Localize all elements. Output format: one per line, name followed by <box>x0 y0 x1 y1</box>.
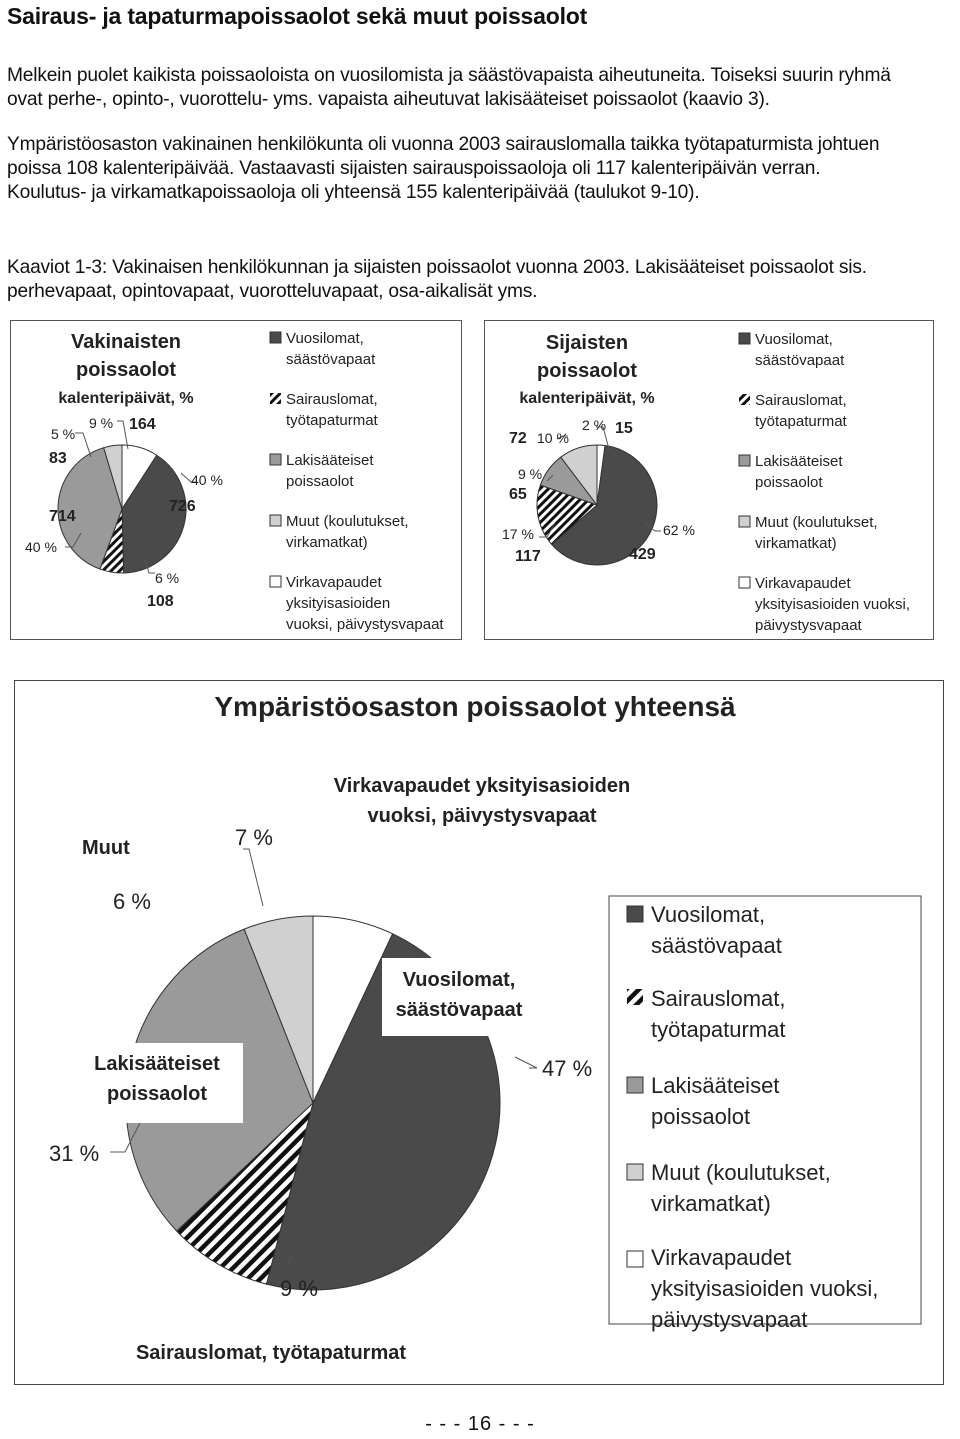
legend-label: poissaolot <box>651 1104 751 1129</box>
percent-label-sairauslomat: 6 % <box>155 570 180 586</box>
value-label-vuosilomat: 429 <box>629 546 656 563</box>
legend-label: Muut (koulutukset, <box>755 514 878 531</box>
legend-label: Virkavapaudet <box>286 574 382 591</box>
legend-label: työtapaturmat <box>286 412 378 429</box>
legend-swatch-sairauslomat <box>627 989 643 1005</box>
legend-swatch-sairauslomat <box>739 394 750 405</box>
slice-label-vuosilomat: säästövapaat <box>395 999 523 1021</box>
percent-label-muut: 10 % <box>537 430 569 446</box>
legend-label: Lakisääteiset <box>286 452 374 469</box>
legend-label: Muut (koulutukset, <box>651 1160 831 1185</box>
slice-label-lakisaateiset: poissaolot <box>106 1083 208 1105</box>
legend-label: Lakisääteiset <box>755 453 843 470</box>
legend-swatch-vuosilomat <box>627 906 643 922</box>
slice-label-virkavapaudet: Virkavapaudet yksityisasioiden <box>333 775 631 797</box>
pie-slices <box>58 445 186 573</box>
value-label-virkavapaudet: 164 <box>129 416 156 433</box>
legend-swatch-vuosilomat <box>739 333 750 344</box>
legend-label: säästövapaat <box>651 933 782 958</box>
chart-title-line: poissaolot <box>536 360 638 382</box>
legend-label: työtapaturmat <box>651 1017 786 1042</box>
chart-subtitle: kalenteripäivät, % <box>519 390 655 407</box>
legend <box>609 896 921 1332</box>
legend-label: päivystysvapaat <box>651 1307 808 1332</box>
slice-label-virkavapaudet: vuoksi, päivystysvapaat <box>367 805 597 827</box>
legend-label: yksityisasioiden vuoksi, <box>755 596 911 613</box>
legend-swatch-muut <box>270 515 281 526</box>
chart-caption <box>7 256 955 304</box>
legend-label: Virkavapaudet <box>651 1245 792 1270</box>
legend-swatch-sairauslomat <box>270 393 281 404</box>
chart-title-line: poissaolot <box>75 359 177 381</box>
legend <box>739 331 910 634</box>
slice-label-vuosilomat: Vuosilomat, <box>402 969 516 991</box>
legend-swatch-virkavapaudet <box>739 577 750 588</box>
legend-swatch-virkavapaudet <box>627 1251 643 1267</box>
value-label-muut: 83 <box>49 450 67 467</box>
percent-label-virkavapaudet: 9 % <box>89 415 114 431</box>
chart-title-line: Vakinaisten <box>70 331 182 353</box>
value-label-sairauslomat: 117 <box>515 548 541 565</box>
percent-label-vuosilomat: 40 % <box>191 472 223 488</box>
sick-leave-paragraph <box>7 133 955 205</box>
legend-swatch-lakisaateiset <box>739 455 750 466</box>
legend-label: päivystysvapaat <box>755 617 862 634</box>
value-label-lakisaateiset: 65 <box>509 486 527 503</box>
chart-substitutes <box>484 320 934 640</box>
legend-label: Vuosilomat, <box>755 331 833 348</box>
value-label-lakisaateiset: 714 <box>49 508 76 525</box>
chart-title: Ympäristöosaston poissaolot yhteensä <box>214 691 736 722</box>
chart-subtitle: kalenteripäivät, % <box>58 390 194 407</box>
text-line: perhevapaat, opintovapaat, vuorotteluvapaat, osa-aikalisät yms. <box>7 281 538 302</box>
page-number: - - - 16 - - - <box>425 1413 535 1435</box>
legend <box>270 330 444 633</box>
legend-swatch-muut <box>627 1164 643 1180</box>
percent-label-lakisaateiset: 31 % <box>49 1141 100 1166</box>
legend-label: säästövapaat <box>286 351 376 368</box>
legend-label: säästövapaat <box>755 352 845 369</box>
text-line: Melkein puolet kaikista poissaoloista on vuosilomista ja säästövapaista aiheutuneita. Toiseksi suurin ryhmä <box>7 65 891 86</box>
text-line: Kaaviot 1-3: Vakinaisen henkilökunnan ja sijaisten poissaolot vuonna 2003. Lakisääteiset poissaolot sis. <box>7 257 867 278</box>
percent-label-sairauslomat: 9 % <box>280 1276 318 1301</box>
legend-swatch-vuosilomat <box>270 332 281 343</box>
legend-label: Sairauslomat, <box>651 986 786 1011</box>
legend-label: poissaolot <box>286 473 354 490</box>
text-line: ovat perhe-, opinto-, vuorottelu- yms. vapaista aiheutuvat lakisääteiset poissaolot (kaavio 3). <box>7 89 770 110</box>
text-line: Ympäristöosaston vakinainen henkilökunta oli vuonna 2003 sairauslomalla taikka työtapaturmista johtuen <box>7 134 880 155</box>
legend-label: virkamatkat) <box>651 1191 771 1216</box>
percent-label-lakisaateiset: 40 % <box>25 539 57 555</box>
legend-label: Sairauslomat, <box>286 391 378 408</box>
percent-label-virkavapaudet: 2 % <box>582 417 607 433</box>
percent-label-lakisaateiset: 9 % <box>518 466 543 482</box>
value-label-virkavapaudet: 15 <box>615 420 633 437</box>
legend-label: Lakisääteiset <box>651 1073 780 1098</box>
value-label-vuosilomat: 726 <box>169 498 196 515</box>
legend-swatch-muut <box>739 516 750 527</box>
text-line: poissa 108 kalenteripäivää. Vastaavasti sijaisten sairauspoissaoloja oli 117 kalenteripäivän verran. <box>7 158 821 179</box>
legend-label: työtapaturmat <box>755 413 847 430</box>
legend-label: yksityisasioiden <box>286 595 391 612</box>
legend-label: Virkavapaudet <box>755 575 851 592</box>
percent-label-vuosilomat: 62 % <box>663 522 695 538</box>
legend-label: virkamatkat) <box>755 535 837 552</box>
legend-label: Vuosilomat, <box>286 330 364 347</box>
legend-swatch-lakisaateiset <box>270 454 281 465</box>
legend-swatch-virkavapaudet <box>270 576 281 587</box>
legend-label: Vuosilomat, <box>651 902 766 927</box>
percent-label-muut: 5 % <box>51 426 76 442</box>
slice-label-muut: Muut <box>82 837 130 859</box>
legend-label: virkamatkat) <box>286 534 368 551</box>
slice-label-lakisaateiset: Lakisääteiset <box>94 1053 220 1075</box>
legend-label: yksityisasioiden vuoksi, <box>651 1276 879 1301</box>
percent-label-muut: 6 % <box>113 889 151 914</box>
percent-label-virkavapaudet: 7 % <box>235 825 273 850</box>
percent-label-sairauslomat: 17 % <box>502 526 534 542</box>
chart-title-line: Sijaisten <box>545 332 629 354</box>
chart-total <box>14 680 944 1385</box>
value-label-muut: 72 <box>509 430 527 447</box>
legend-label: poissaolot <box>755 474 823 491</box>
legend-swatch-lakisaateiset <box>627 1077 643 1093</box>
percent-label-vuosilomat: 47 % <box>542 1056 593 1081</box>
legend-label: Sairauslomat, <box>755 392 847 409</box>
chart-permanent-staff <box>10 320 462 640</box>
slice-label-sairauslomat: Sairauslomat, työtapaturmat <box>135 1342 407 1364</box>
text-line: Koulutus- ja virkamatkapoissaoloja oli yhteensä 155 kalenteripäivää (taulukot 9-10). <box>7 182 700 203</box>
section-heading: Sairaus- ja tapaturmapoissaolot sekä muut poissaolot <box>7 3 588 29</box>
legend-label: Muut (koulutukset, <box>286 513 409 530</box>
intro-paragraph <box>7 64 955 112</box>
legend-label: vuoksi, päivystysvapaat <box>286 616 444 633</box>
value-label-sairauslomat: 108 <box>147 593 174 610</box>
